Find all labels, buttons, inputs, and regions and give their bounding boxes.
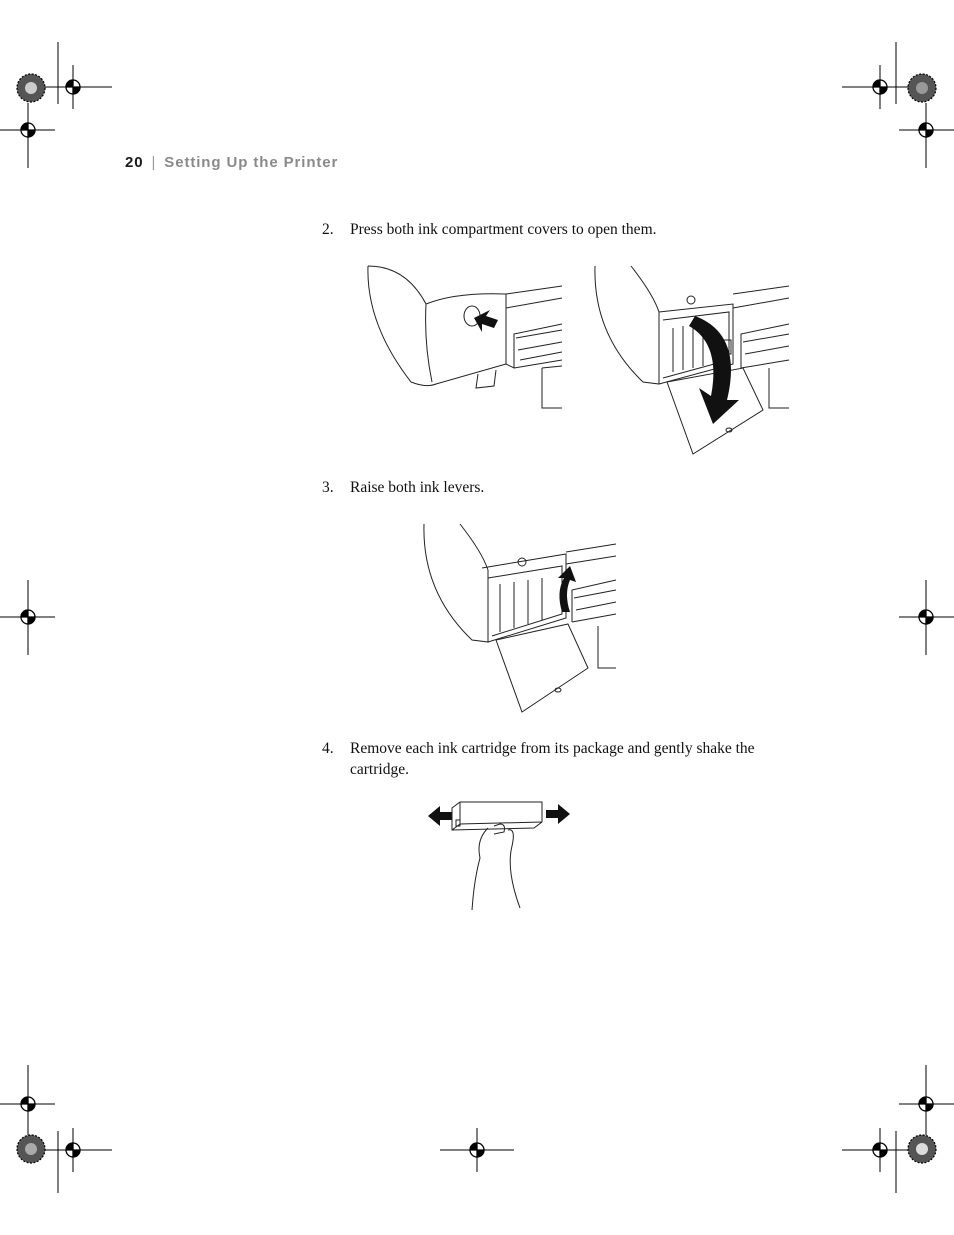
crosshair-circle-icon [66,1143,80,1157]
starburst-target-icon [908,1135,936,1163]
crosshair-circle-icon [873,80,887,94]
crosshair-circle-icon [21,610,35,624]
step-4 [322,738,792,780]
left-arrow-icon [428,806,452,826]
step-text: Remove each ink cartridge from its package and gently shake the cartridge. [350,740,755,778]
crosshair-circle-icon [21,123,35,137]
open-cover-illustration [593,264,789,454]
crosshair-circle-icon [873,1143,887,1157]
crosshair-circle-icon [919,1097,933,1111]
running-header [125,154,338,171]
step-text: Raise both ink levers. [350,479,485,496]
right-arrow-icon [546,804,570,824]
starburst-target-icon [908,74,936,102]
step-number: 2. [322,221,334,238]
page-number: 20 [125,154,144,171]
crosshair-circle-icon [21,1097,35,1111]
raise-levers-illustration [422,522,618,714]
step-3 [322,477,792,498]
step-text: Press both ink compartment covers to open them. [350,221,657,238]
arrow-icon [474,310,498,332]
crosshair-circle-icon [919,610,933,624]
step-2 [322,219,792,240]
step-number: 4. [322,740,334,757]
crosshair-circle-icon [919,123,933,137]
shake-cartridge-illustration [424,800,574,912]
starburst-target-icon [17,74,45,102]
up-arrow-icon [558,566,576,612]
crosshair-circle-icon [66,80,80,94]
section-title: Setting Up the Printer [164,154,339,171]
header-separator: | [151,154,157,171]
press-cover-illustration [366,264,562,410]
step-number: 3. [322,479,334,496]
crosshair-circle-icon [470,1143,484,1157]
starburst-target-icon [17,1135,45,1163]
